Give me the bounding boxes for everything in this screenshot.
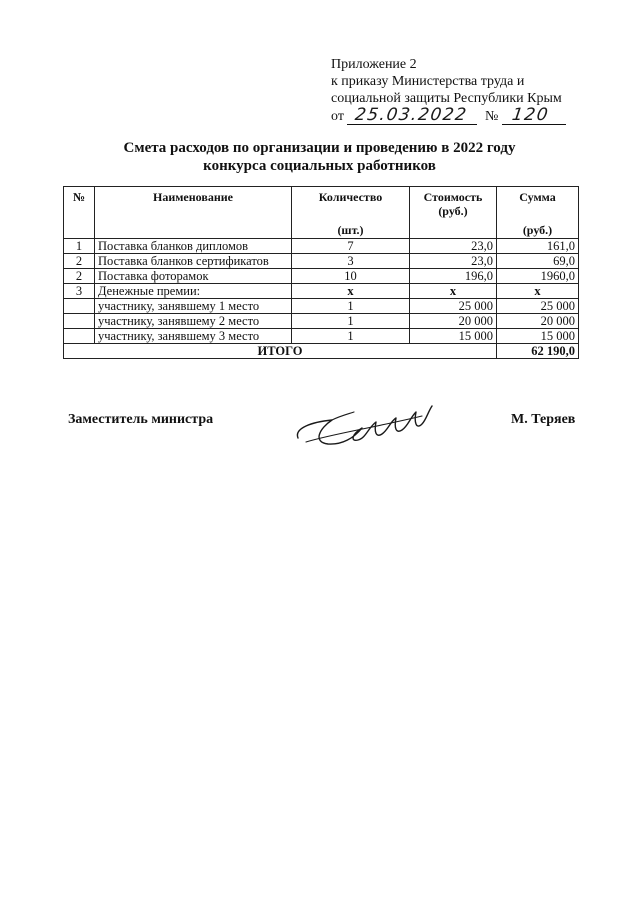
date-field bbox=[347, 107, 477, 125]
row-name: Поставка бланков сертификатов bbox=[95, 254, 292, 269]
row-name: Поставка фоторамок bbox=[95, 269, 292, 284]
row-num: 2 bbox=[64, 254, 95, 269]
total-value: 62 190,0 bbox=[497, 344, 579, 359]
row-num bbox=[64, 329, 95, 344]
date-handwritten: 25.03.2022 bbox=[354, 105, 470, 125]
row-sum: 69,0 bbox=[497, 254, 579, 269]
table-row bbox=[64, 284, 579, 299]
row-sum: 1960,0 bbox=[497, 269, 579, 284]
row-name: Поставка бланков дипломов bbox=[95, 239, 292, 254]
total-row bbox=[64, 344, 579, 359]
appendix-header bbox=[331, 56, 566, 125]
signatory-name: М. Теряев bbox=[511, 412, 576, 427]
table-row bbox=[64, 254, 579, 269]
row-num: 2 bbox=[64, 269, 95, 284]
document-title bbox=[0, 139, 639, 175]
row-cost: х bbox=[410, 284, 497, 299]
row-qty: 7 bbox=[292, 239, 410, 254]
row-num bbox=[64, 314, 95, 329]
row-cost: 20 000 bbox=[410, 314, 497, 329]
row-name: участнику, занявшему 1 место bbox=[95, 299, 292, 314]
row-cost: 15 000 bbox=[410, 329, 497, 344]
header-name: Наименование bbox=[95, 187, 292, 239]
estimate-table bbox=[63, 186, 579, 359]
number-prefix: № bbox=[484, 109, 499, 124]
header-num: № bbox=[64, 187, 95, 239]
row-sum: 20 000 bbox=[497, 314, 579, 329]
header-cost: Стоимость (руб.) bbox=[410, 187, 497, 239]
row-sum: 25 000 bbox=[497, 299, 579, 314]
row-qty: х bbox=[292, 284, 410, 299]
row-num: 3 bbox=[64, 284, 95, 299]
table-row bbox=[64, 314, 579, 329]
row-cost: 25 000 bbox=[410, 299, 497, 314]
row-sum: х bbox=[497, 284, 579, 299]
row-cost: 23,0 bbox=[410, 254, 497, 269]
row-name: участнику, занявшему 2 место bbox=[95, 314, 292, 329]
row-name: Денежные премии: bbox=[95, 284, 292, 299]
signatory-position: Заместитель министра bbox=[68, 412, 214, 427]
row-qty: 10 bbox=[292, 269, 410, 284]
header-qty bbox=[292, 187, 410, 239]
header-sum bbox=[497, 187, 579, 239]
table-row bbox=[64, 269, 579, 284]
row-qty: 3 bbox=[292, 254, 410, 269]
header-qty-label: Количество bbox=[318, 190, 383, 204]
row-sum: 15 000 bbox=[497, 329, 579, 344]
title-line-2: конкурса социальных работников bbox=[203, 158, 436, 174]
row-qty: 1 bbox=[292, 299, 410, 314]
appendix-line-1: Приложение 2 bbox=[331, 57, 417, 72]
table-row bbox=[64, 299, 579, 314]
total-label: ИТОГО bbox=[64, 344, 497, 359]
row-qty: 1 bbox=[292, 314, 410, 329]
table-row bbox=[64, 239, 579, 254]
table-row bbox=[64, 329, 579, 344]
appendix-line-2: к приказу Министерства труда и bbox=[331, 74, 525, 89]
date-prefix: от bbox=[331, 109, 344, 124]
handwritten-signature bbox=[292, 398, 442, 454]
header-sum-label: Сумма bbox=[519, 190, 556, 204]
row-num: 1 bbox=[64, 239, 95, 254]
row-name: участнику, занявшему 3 место bbox=[95, 329, 292, 344]
row-cost: 23,0 bbox=[410, 239, 497, 254]
row-qty: 1 bbox=[292, 329, 410, 344]
row-sum: 161,0 bbox=[497, 239, 579, 254]
row-num bbox=[64, 299, 95, 314]
header-sum-unit: (руб.) bbox=[522, 223, 553, 237]
row-cost: 196,0 bbox=[410, 269, 497, 284]
appendix-date-line bbox=[331, 107, 566, 125]
header-qty-unit: (шт.) bbox=[337, 223, 364, 237]
table-header-row bbox=[64, 187, 579, 239]
appendix-line-3: социальной защиты Республики Крым bbox=[331, 91, 562, 106]
number-handwritten: 120 bbox=[510, 105, 551, 125]
title-line-1: Смета расходов по организации и проведению в 2022 году bbox=[123, 140, 516, 156]
number-field bbox=[502, 107, 566, 125]
